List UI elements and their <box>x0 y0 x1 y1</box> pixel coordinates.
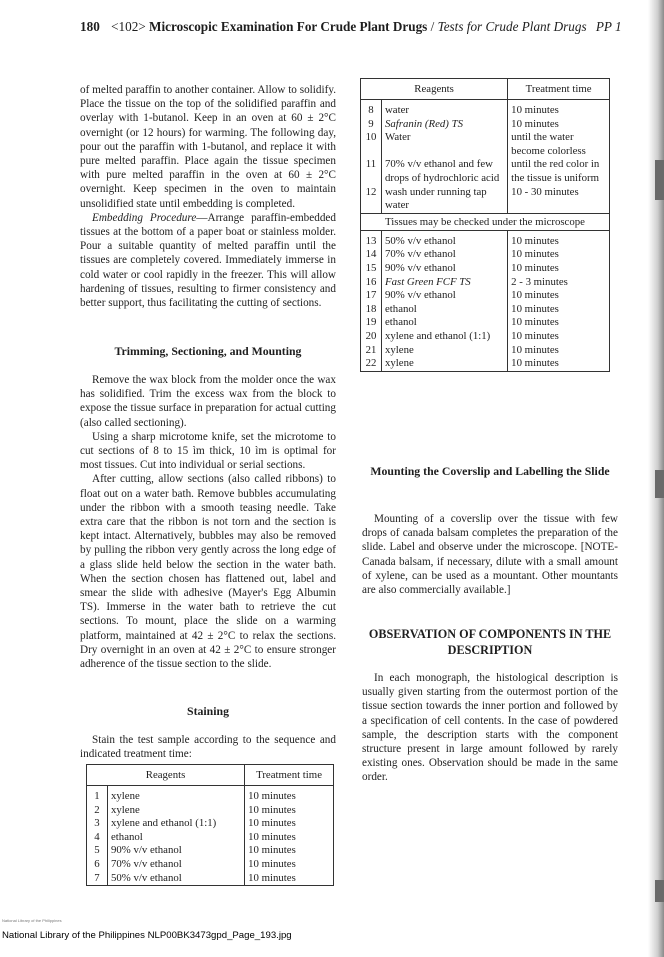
time-cell: 10 minutes <box>248 830 296 843</box>
time-cell: 10 minutes <box>511 316 559 329</box>
scan-edge-mark <box>655 880 664 902</box>
row-number: 10 <box>361 131 382 158</box>
paragraph-paraffin: of melted paraffin to another container. Allow to solidify. Place the tissue on the top of the solidified paraffin and overlay with 1-butanol. Keep in an oven at 60 ± 2°C overnight (or 12 hours) for warming. The following day, pour out the paraffin with 1-butanol, and replace it with pure melted paraffin. Place again the tissue specimen with pure melted paraffin in the oven at 60 ± 2°C overnight. Keep specimen in the oven to maintain unsolidified state until embedding is completed. <box>80 84 336 210</box>
time-cell: 10 minutes <box>511 248 559 261</box>
row-number: 5 <box>87 844 108 858</box>
row-number: 20 <box>361 330 382 344</box>
left-column-text-1 <box>80 83 336 310</box>
row-number: 16 <box>361 276 382 290</box>
row-number: 7 <box>87 872 108 886</box>
staining-table-right-grid <box>361 79 609 371</box>
row-number: 9 <box>361 118 382 132</box>
row-number: 8 <box>361 100 382 118</box>
table-header-row <box>361 79 609 100</box>
row-number: 2 <box>87 804 108 818</box>
time-cell: 10 minutes <box>511 357 559 370</box>
paragraph-mounting: Mounting of a coverslip over the tissue with few drops of canada balsam completes the preparation of the slide. Label and observe under the microscope. [NOTE-Canada balsam, if necessary, dilute with a small amount of xylene, can be used as a mountant. Other mountants are also commercially available.] <box>362 513 618 597</box>
table-row <box>361 289 609 303</box>
reagent-cell: xylene <box>382 344 508 358</box>
reagent-cell: 90% v/v ethanol <box>108 844 245 858</box>
table-row <box>361 344 609 358</box>
table-row <box>361 357 609 371</box>
time-cell: 10 minutes <box>248 790 296 802</box>
time-cell: 10 minutes <box>511 343 559 356</box>
time-cell: 10 minutes <box>248 817 296 830</box>
paragraph-remove-wax: Remove the wax block from the molder once the wax has solidified. Trim the excess wax from the block to expose the tissue surface in preparation for actual cutting (also called sectioning). <box>80 374 336 429</box>
header-separator: / <box>430 19 435 34</box>
table-row <box>361 316 609 330</box>
table-row <box>361 118 609 132</box>
staining-table-right <box>360 78 610 372</box>
image-caption: National Library of the Philippines NLP00BK3473gpd_Page_193.jpg <box>2 930 292 941</box>
reagent-cell: Safranin (Red) TS <box>382 118 508 132</box>
check-note-row <box>361 213 609 230</box>
check-note: Tissues may be checked under the microscope <box>361 213 609 230</box>
table-row <box>361 248 609 262</box>
time-cell: 10 minutes <box>511 302 559 315</box>
col-header-time: Treatment time <box>508 79 609 100</box>
time-cell: 10 minutes <box>248 871 296 884</box>
table-row <box>87 831 333 845</box>
row-number: 3 <box>87 817 108 831</box>
table-row <box>361 131 609 158</box>
reagent-cell: 50% v/v ethanol <box>382 230 508 248</box>
row-number: 21 <box>361 344 382 358</box>
reagent-cell: 50% v/v ethanol <box>108 872 245 886</box>
heading-trimming: Trimming, Sectioning, and Mounting <box>114 344 302 358</box>
time-cell: until the red color in the tissue is uniform <box>511 158 600 184</box>
reagent-cell: 90% v/v ethanol <box>382 289 508 303</box>
time-cell: 10 minutes <box>511 104 559 116</box>
reagent-cell: 70% v/v ethanol <box>108 858 245 872</box>
row-number: 18 <box>361 303 382 317</box>
time-cell: 10 minutes <box>511 261 559 274</box>
time-cell: 10 minutes <box>511 289 559 302</box>
reagent-cell: water <box>382 100 508 118</box>
reagent-cell: 70% v/v ethanol <box>382 248 508 262</box>
reagent-cell: wash under running tap water <box>382 186 508 214</box>
paragraph-after-cutting: After cutting, allow sections (also called ribbons) to float out on a water bath. Remove bubbles accumulating under the ribbon with a smooth teasing needle. Take extra care that the ribbon is not torn and the section is kept intact. Alternatively, bubbles may also be removed by pulling the ribbon very gently across the long edge of a glass slide held below the section in the water bath. When the section chosen has flattened out, label and smear the slide with adhesive (Mayer's Egg Albumin TS). Immerse in the water bath to retrieve the cut sections. To mount, place the slide on a warming platform, maintained at 42 ± 2°C to relax the sections. Dry overnight in an oven at 42 ± 2°C to ensure stronger adherence of the tissue section to the slide. <box>80 473 336 671</box>
section-title: Tests for Crude Plant Drugs <box>437 19 587 34</box>
staining-intro: Stain the test sample according to the sequence and indicated treatment time: <box>80 734 336 761</box>
right-column-text-2 <box>362 671 618 785</box>
row-number: 19 <box>361 316 382 330</box>
table-row <box>87 804 333 818</box>
scan-watermark: National Library of the Philippines <box>2 918 62 923</box>
reagent-cell: xylene <box>108 786 245 804</box>
time-cell: 2 - 3 minutes <box>511 275 568 288</box>
paragraph-embedding <box>80 211 336 310</box>
table-row <box>361 262 609 276</box>
heading-mounting: Mounting the Coverslip and Labelling the Slide <box>370 464 610 478</box>
reagent-cell: 90% v/v ethanol <box>382 262 508 276</box>
row-number: 14 <box>361 248 382 262</box>
staining-table-left-grid <box>87 765 333 885</box>
table-row <box>361 158 609 185</box>
time-cell: 10 minutes <box>511 117 559 130</box>
row-number: 22 <box>361 357 382 371</box>
time-cell: 10 minutes <box>511 329 559 342</box>
staining-intro-block <box>80 733 336 761</box>
paragraph-microtome: Using a sharp microtome knife, set the microtome to cut sections of 8 to 15 ìm thick, 10 ìm is optimal for most tissues. Cut into individual or serial sections. <box>80 430 336 472</box>
chapter-code: <102> <box>111 19 146 34</box>
col-header-reagents: Reagents <box>87 765 245 786</box>
staining-table-left <box>86 764 334 886</box>
table-row <box>87 872 333 886</box>
reagent-cell: xylene <box>108 804 245 818</box>
embedding-lead: Embedding Procedure <box>92 211 197 224</box>
reagent-cell: Fast Green FCF TS <box>382 276 508 290</box>
scan-edge-mark <box>655 160 664 200</box>
col-header-time: Treatment time <box>245 765 333 786</box>
reagent-cell: ethanol <box>382 316 508 330</box>
row-number: 6 <box>87 858 108 872</box>
part-label: PP 1 <box>595 19 622 34</box>
reagent-cell: ethanol <box>382 303 508 317</box>
row-number: 12 <box>361 186 382 214</box>
table-row <box>361 186 609 214</box>
left-column-text-2 <box>80 373 336 671</box>
table-row <box>361 330 609 344</box>
row-number: 4 <box>87 831 108 845</box>
table-row <box>87 786 333 804</box>
col-header-reagents: Reagents <box>361 79 508 100</box>
book-title: Microscopic Examination For Crude Plant Drugs <box>149 19 428 34</box>
row-number: 1 <box>87 786 108 804</box>
table-row <box>361 303 609 317</box>
scan-edge-mark <box>655 470 664 498</box>
right-column-text-1 <box>362 512 618 597</box>
reagent-cell: Water <box>382 131 508 158</box>
running-header <box>80 19 620 35</box>
table-row <box>87 858 333 872</box>
embedding-body: —Arrange paraffin-embedded tissues at the bottom of a paper boat or stainless molder. Pour a suitable quantity of melted paraffin until the tissues are completely covered. Immediately immerse in cold water or cool rapidly in the freezer. This will allow hardening of tissues, resulting to firmer consistency and better support, thus facilitating the cutting of sections. <box>80 211 336 310</box>
heading-staining: Staining <box>187 704 229 718</box>
paragraph-observation: In each monograph, the histological description is usually given starting from the outermost portion of the tissue section towards the inner portion and followed by a specification of cell contents. In the case of powdered sample, the description starts with the component structure present in large amount followed by rarely existing ones. Observation should be made in the same order. <box>362 672 618 784</box>
table-row <box>361 230 609 248</box>
reagent-cell: xylene and ethanol (1:1) <box>382 330 508 344</box>
time-cell: 10 - 30 minutes <box>511 185 579 198</box>
row-number: 11 <box>361 158 382 185</box>
reagent-cell: xylene and ethanol (1:1) <box>108 817 245 831</box>
table-row <box>361 100 609 118</box>
time-cell: 10 minutes <box>248 803 296 816</box>
time-cell: 10 minutes <box>511 234 559 247</box>
table-row <box>87 817 333 831</box>
row-number: 15 <box>361 262 382 276</box>
table-row <box>361 276 609 290</box>
row-number: 17 <box>361 289 382 303</box>
row-number: 13 <box>361 230 382 248</box>
time-cell: 10 minutes <box>248 857 296 870</box>
reagent-cell: 70% v/v ethanol and few drops of hydrochloric acid <box>382 158 508 185</box>
time-cell: 10 minutes <box>248 844 296 857</box>
table-row <box>87 844 333 858</box>
heading-observation: OBSERVATION OF COMPONENTS IN THE DESCRIPTION <box>368 627 612 657</box>
reagent-cell: ethanol <box>108 831 245 845</box>
reagent-cell: xylene <box>382 357 508 371</box>
time-cell: until the water become colorless <box>511 131 586 157</box>
table-header-row <box>87 765 333 786</box>
page-number: 180 <box>80 19 100 34</box>
